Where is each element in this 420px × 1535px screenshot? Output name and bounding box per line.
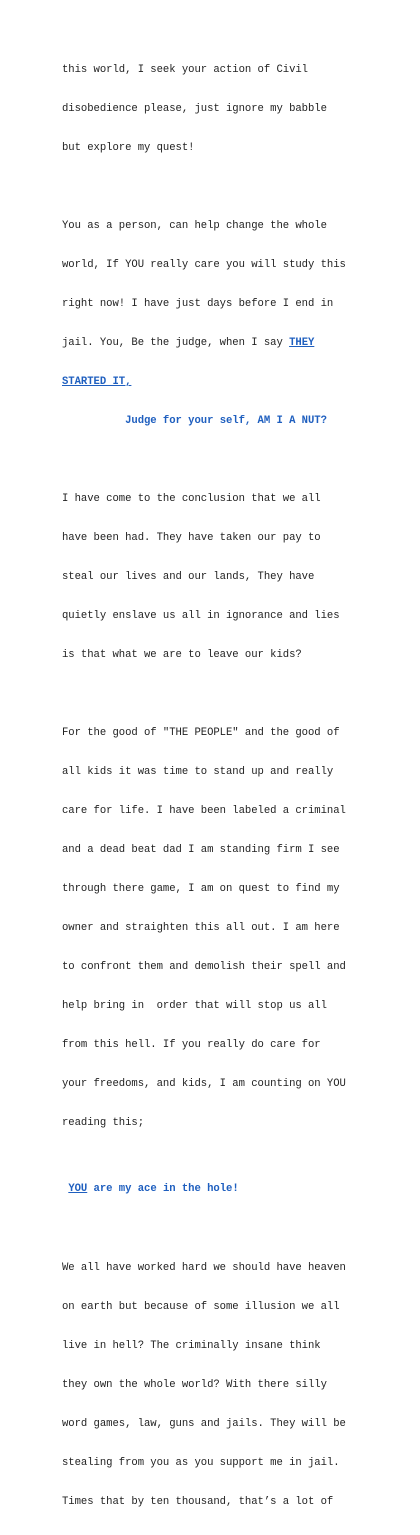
paragraph-line: owner and straighten this all out. I am here [62, 922, 340, 934]
paragraph-text: jail. You, Be the judge, when I say [62, 337, 290, 349]
paragraph-line: I have come to the conclusion that we all [62, 493, 321, 505]
paragraph-line: disobedience please, just ignore my babble [62, 103, 327, 115]
highlight-you: YOU [68, 1183, 88, 1195]
paragraph-line: word games, law, guns and jails. They will be [62, 1418, 346, 1430]
paragraph-line: world, If YOU really care you will study this [62, 259, 346, 271]
highlight-they: THEY [289, 337, 315, 349]
highlight-ace: are my ace in the hole! [87, 1183, 239, 1195]
paragraph-line: from this hell. If you really do care for [62, 1039, 321, 1051]
paragraph-line: on earth but because of some illusion we all [62, 1301, 340, 1313]
highlight-judge-line: Judge for your self, AM I A NUT? [62, 415, 327, 427]
paragraph-5 [62, 1236, 380, 1535]
paragraph-line: live in hell? The criminally insane think [62, 1340, 321, 1352]
paragraph-line: have been had. They have taken our pay to [62, 532, 321, 544]
paragraph-line: reading this; [62, 1117, 144, 1129]
paragraph-line: all kids it was time to stand up and really [62, 766, 334, 778]
paragraph-line: care for life. I have been labeled a criminal [62, 805, 346, 817]
paragraph-2 [62, 194, 380, 454]
paragraph-3 [62, 467, 380, 688]
paragraph-line: this world, I seek your action of Civil [62, 64, 308, 76]
paragraph-4 [62, 701, 380, 1156]
paragraph-line: your freedoms, and kids, I am counting on YOU [62, 1078, 346, 1090]
ace-line [62, 1157, 380, 1222]
paragraph-line: Times that by ten thousand, that’s a lot of [62, 1496, 334, 1508]
highlight-started-it: STARTED IT, [62, 376, 132, 388]
paragraph-line [62, 1183, 380, 1196]
paragraph-line: and a dead beat dad I am standing firm I see [62, 844, 340, 856]
paragraph-line: through there game, I am on quest to find my [62, 883, 340, 895]
paragraph-line: You as a person, can help change the whole [62, 220, 327, 232]
paragraph-1 [62, 38, 380, 181]
paragraph-line: steal our lives and our lands, They have [62, 571, 315, 583]
paragraph-line: right now! I have just days before I end in [62, 298, 334, 310]
paragraph-line: We all have worked hard we should have heaven [62, 1262, 346, 1274]
paragraph-line: to confront them and demolish their spell and [62, 961, 346, 973]
paragraph-line: is that what we are to leave our kids? [62, 649, 302, 661]
paragraph-line [62, 337, 380, 350]
paragraph-line: help bring in order that will stop us all [62, 1000, 327, 1012]
paragraph-line: they own the whole world? With there silly [62, 1379, 327, 1391]
paragraph-line: quietly enslave us all in ignorance and lies [62, 610, 340, 622]
paragraph-line: stealing from you as you support me in jail. [62, 1457, 340, 1469]
paragraph-line: but explore my quest! [62, 142, 195, 154]
paragraph-line: For the good of "THE PEOPLE" and the good of [62, 727, 340, 739]
